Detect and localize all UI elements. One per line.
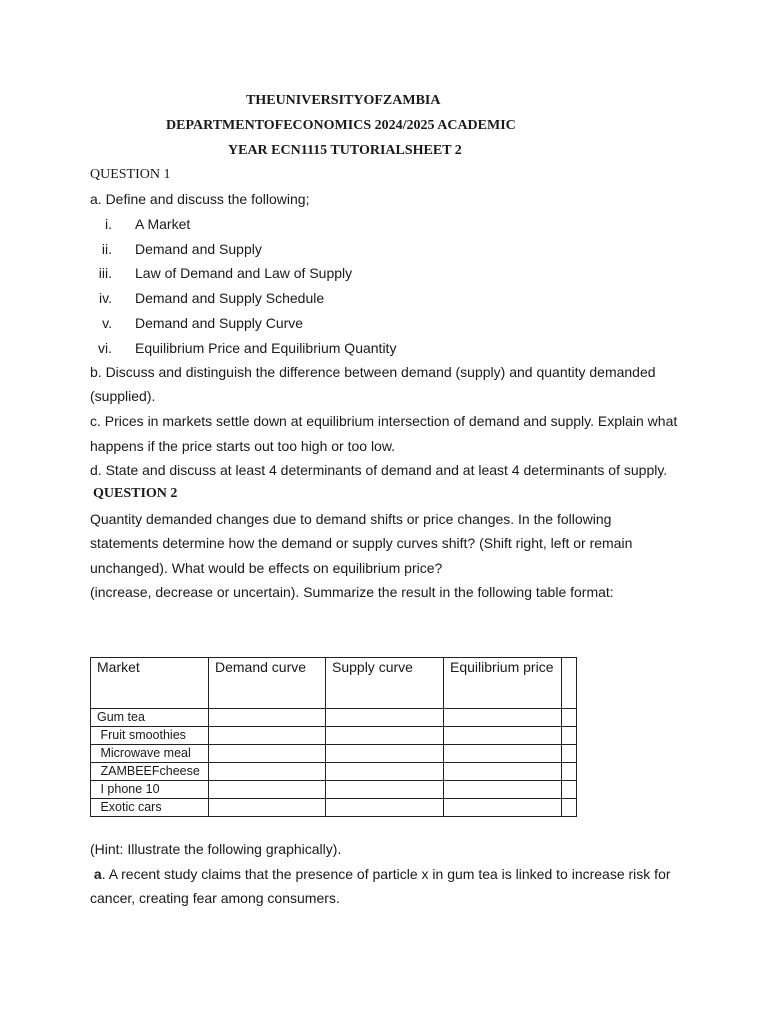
table-cell (209, 763, 326, 781)
header-supply-curve: Supply curve (332, 659, 413, 675)
list-item-number: v. (102, 315, 112, 331)
table-cell (326, 709, 444, 727)
table-row (91, 799, 577, 817)
list-item-number: i. (105, 216, 112, 232)
table-cell (562, 781, 577, 799)
table-cell (209, 727, 326, 745)
market-name: Microwave meal (97, 746, 191, 760)
table-row (91, 709, 577, 727)
table-cell (444, 709, 562, 727)
question1-part-b-line2: (supplied). (90, 388, 156, 404)
list-item-number: iv. (99, 290, 112, 306)
market-name: Gum tea (97, 710, 145, 724)
table-cell (562, 763, 577, 781)
table-cell (444, 781, 562, 799)
question2-part-a-line2: cancer, creating fear among consumers. (90, 890, 340, 906)
table-cell (209, 745, 326, 763)
table-cell (91, 709, 209, 727)
table-cell (444, 745, 562, 763)
table-header-row (91, 658, 577, 709)
question2-para-line1: Quantity demanded changes due to demand shifts or price changes. In the following (90, 511, 612, 527)
market-name: Fruit smoothies (97, 728, 186, 742)
table-cell (562, 709, 577, 727)
market-name: ZAMBEEFcheese (97, 764, 200, 778)
table-header-cell (326, 658, 444, 709)
table-cell (444, 799, 562, 817)
header-equilibrium-price: Equilibrium price (450, 659, 554, 675)
header-market: Market (97, 659, 140, 675)
table-header-cell (209, 658, 326, 709)
list-item-number: ii. (101, 241, 112, 257)
question2-hint: (Hint: Illustrate the following graphically). (90, 841, 342, 857)
market-name: Exotic cars (97, 800, 162, 814)
table-row (91, 763, 577, 781)
table-row (91, 727, 577, 745)
question2-title: QUESTION 2 (93, 486, 178, 501)
header-department: DEPARTMENTOFECONOMICS 2024/2025 ACADEMIC (166, 118, 516, 133)
table-cell (209, 781, 326, 799)
table-cell (326, 763, 444, 781)
table-cell (326, 799, 444, 817)
header-demand-curve: Demand curve (215, 659, 307, 675)
question1-part-c-line1: c. Prices in markets settle down at equilibrium intersection of demand and supply. Explain what (90, 413, 678, 429)
header-course: YEAR ECN1115 TUTORIALSHEET 2 (228, 143, 462, 158)
table-cell (562, 727, 577, 745)
question2-para-line4: (increase, decrease or uncertain). Summarize the result in the following table format: (90, 584, 614, 600)
table-header-cell (444, 658, 562, 709)
table-cell (209, 799, 326, 817)
list-item-number: iii. (98, 265, 112, 281)
list-item: Demand and Supply (135, 241, 262, 257)
question2-part-a-line1 (90, 866, 671, 882)
list-item: Law of Demand and Law of Supply (135, 265, 353, 281)
question1-part-c-line2: happens if the price starts out too high or too low. (90, 438, 396, 454)
table-cell (562, 799, 577, 817)
summary-table (90, 657, 577, 817)
table-cell (326, 745, 444, 763)
question2-para-line3: unchanged). What would be effects on equilibrium price? (90, 560, 443, 576)
list-item: Equilibrium Price and Equilibrium Quantity (135, 340, 397, 356)
list-item: A Market (135, 216, 191, 232)
question1-part-a: a. Define and discuss the following; (90, 191, 310, 207)
list-item: Demand and Supply Curve (135, 315, 304, 331)
list-item-number: vi. (98, 340, 112, 356)
table-row (91, 781, 577, 799)
question1-title: QUESTION 1 (90, 167, 171, 182)
table-header-cell (91, 658, 209, 709)
list-item: Demand and Supply Schedule (135, 290, 325, 306)
table-cell (326, 781, 444, 799)
table-cell (91, 727, 209, 745)
table-cell (91, 763, 209, 781)
table-header-cell (562, 658, 577, 709)
table-cell (91, 781, 209, 799)
market-name: I phone 10 (97, 782, 160, 796)
question1-part-d: d. State and discuss at least 4 determinants of demand and at least 4 determinants of supply. (90, 462, 668, 478)
table-cell (444, 763, 562, 781)
part-a-label: a (93, 866, 102, 882)
table-cell (209, 709, 326, 727)
table-cell (91, 799, 209, 817)
header-university: THEUNIVERSITYOFZAMBIA (246, 93, 441, 108)
table-cell (326, 727, 444, 745)
table-cell (91, 745, 209, 763)
part-a-text: . A recent study claims that the presence of particle x in gum tea is linked to increase risk for (101, 866, 671, 882)
question1-part-b-line1: b. Discuss and distinguish the difference between demand (supply) and quantity demanded (90, 364, 656, 380)
table-cell (444, 727, 562, 745)
table-row (91, 745, 577, 763)
table-cell (562, 745, 577, 763)
question2-para-line2: statements determine how the demand or supply curves shift? (Shift right, left or remain (90, 535, 633, 551)
